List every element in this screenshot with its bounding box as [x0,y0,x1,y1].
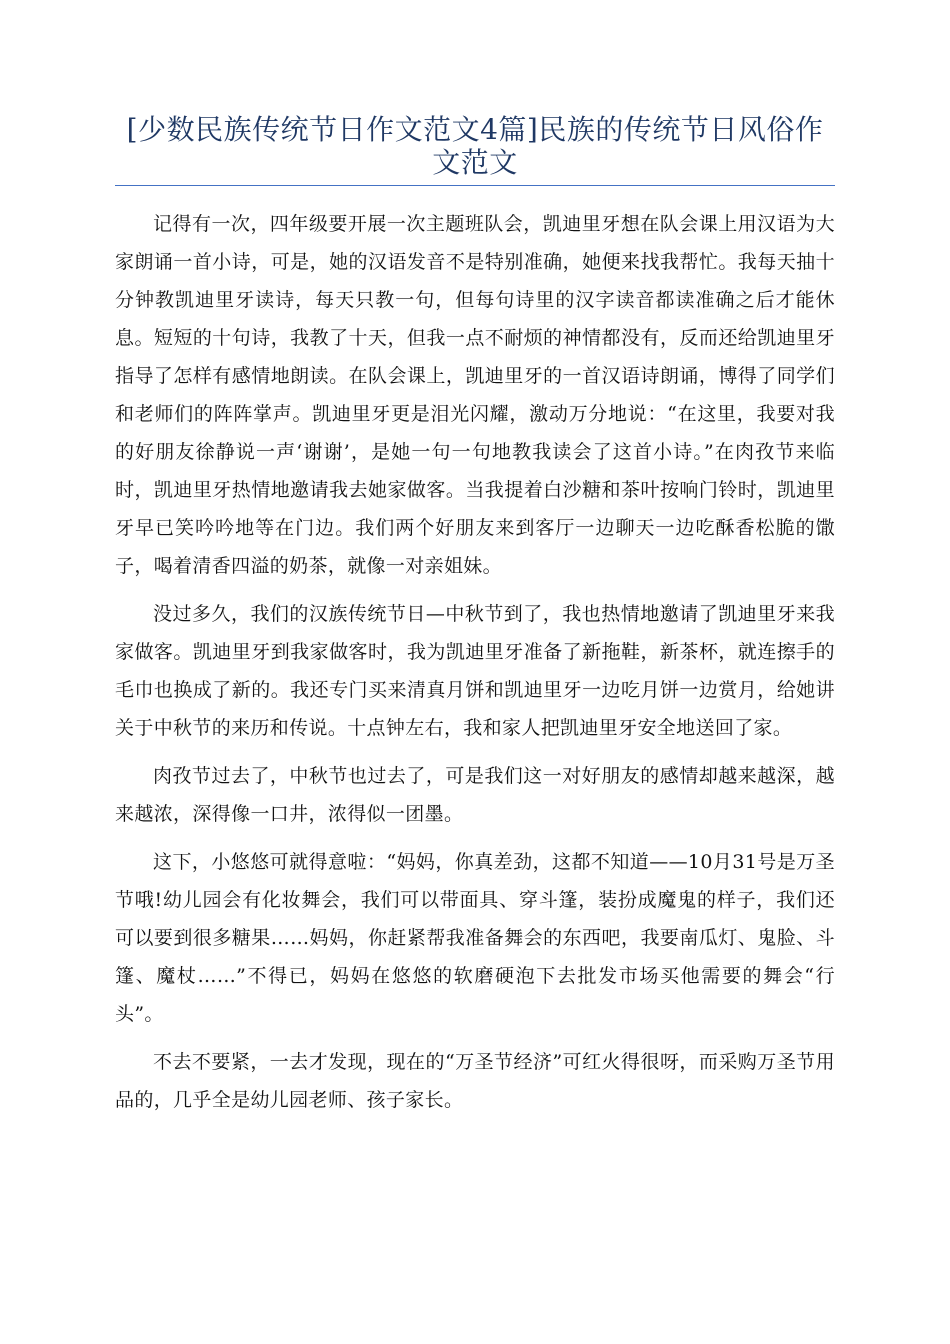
paragraph: 这下，小悠悠可就得意啦：“妈妈，你真差劲，这都不知道——10月31号是万圣节哦!幼儿园会有化妆舞会，我们可以带面具、穿斗篷，装扮成魔鬼的样子，我们还可以要到很多糖果……妈妈，你赶紧帮我准备舞会的东西吧，我要南瓜灯、鬼脸、斗篷、魔杖……”不得已，妈妈在悠悠的软磨硬泡下去批发市场买他需要的舞会“行头”。 [115,851,835,1025]
title-block [115,113,835,179]
paragraph: 记得有一次，四年级要开展一次主题班队会，凯迪里牙想在队会课上用汉语为大家朗诵一首小诗，可是，她的汉语发音不是特别准确，她便来找我帮忙。我每天抽十分钟教凯迪里牙读诗，每天只教一句，但每句诗里的汉字读音都读准确之后才能休息。短短的十句诗，我教了十天，但我一点不耐烦的神情都没有，反而还给凯迪里牙指导了怎样有感情地朗读。在队会课上，凯迪里牙的一首汉语诗朗诵，博得了同学们和老师们的阵阵掌声。凯迪里牙更是泪光闪耀，激动万分地说：“在这里，我要对我的好朋友徐静说一声‘谢谢’，是她一句一句地教我读会了这首小诗。”在肉孜节来临时，凯迪里牙热情地邀请我去她家做客。当我提着白沙糖和茶叶按响门铃时，凯迪里牙早已笑吟吟地等在门边。我们两个好朋友来到客厅一边聊天一边吃酥香松脆的馓子，喝着清香四溢的奶茶，就像一对亲姐妹。 [115,213,835,577]
paragraph: 肉孜节过去了，中秋节也过去了，可是我们这一对好朋友的感情却越来越深，越来越浓，深得像一口井，浓得似一团墨。 [115,765,835,825]
paragraph: 没过多久，我们的汉族传统节日—中秋节到了，我也热情地邀请了凯迪里牙来我家做客。凯迪里牙到我家做客时，我为凯迪里牙准备了新拖鞋，新茶杯，就连擦手的毛巾也换成了新的。我还专门买来清真月饼和凯迪里牙一边吃月饼一边赏月，给她讲关于中秋节的来历和传说。十点钟左右，我和家人把凯迪里牙安全地送回了家。 [115,603,835,739]
title-divider [115,185,835,186]
page-title: [少数民族传统节日作文范文4篇]民族的传统节日风俗作文范文 [126,113,824,179]
paragraph: 不去不要紧，一去才发现，现在的“万圣节经济”可红火得很呀，而采购万圣节用品的，几乎全是幼儿园老师、孩子家长。 [115,1051,835,1111]
article-body [115,205,835,1129]
